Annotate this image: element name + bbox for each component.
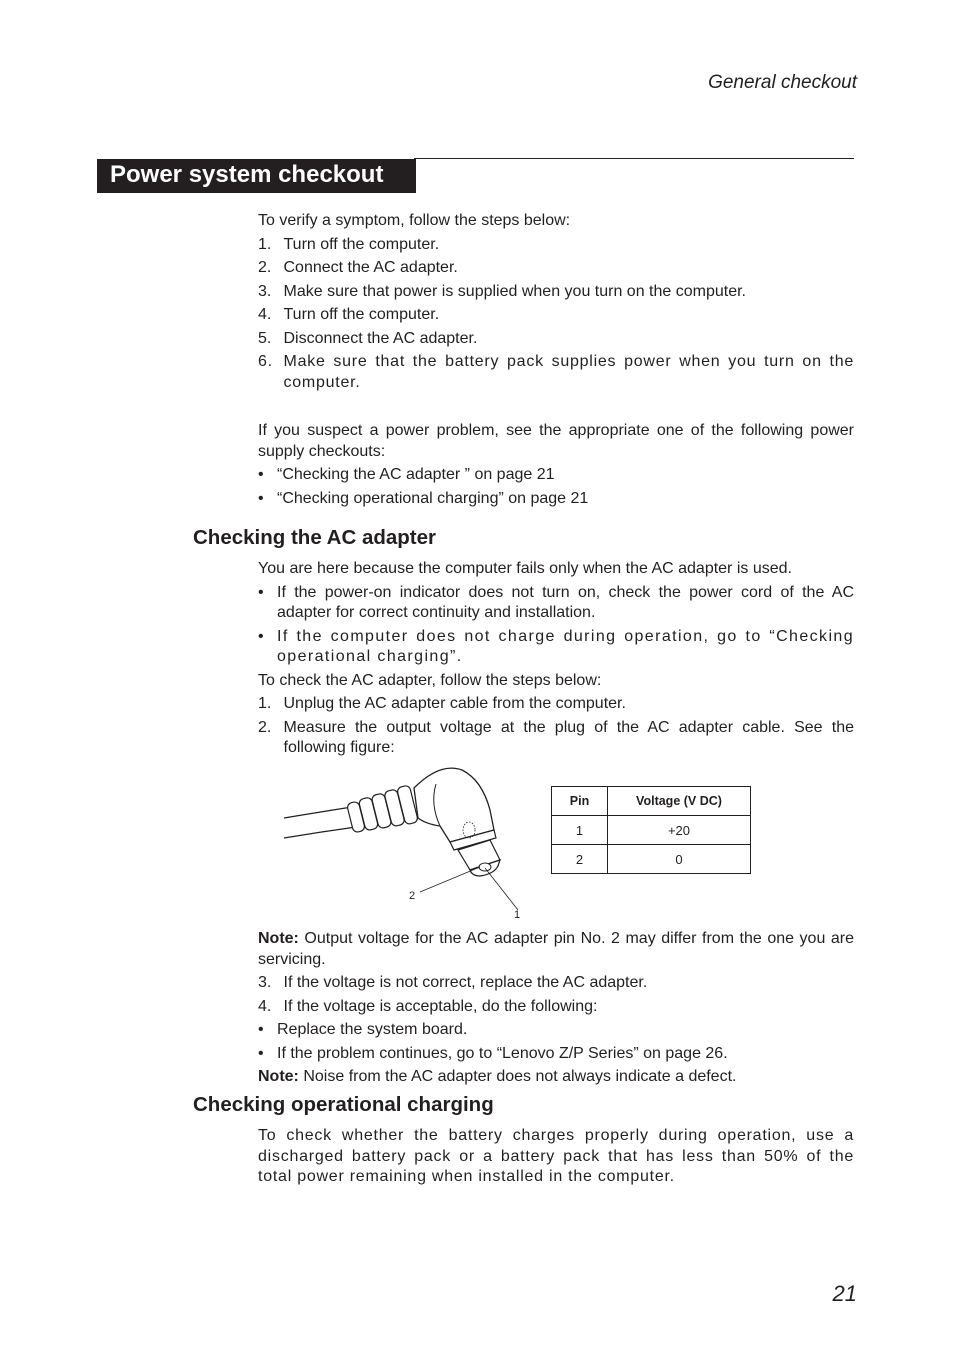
pin1-leader xyxy=(485,868,518,910)
step-number: 3. xyxy=(258,974,272,991)
ac-adapter-heading: Checking the AC adapter xyxy=(193,526,437,549)
ac-bullet xyxy=(258,583,854,624)
table-header-row xyxy=(552,787,751,816)
note-1 xyxy=(258,929,854,970)
step-number: 4. xyxy=(258,997,272,1015)
pin1-label: 1 xyxy=(514,909,521,921)
step-number: 1. xyxy=(258,695,272,712)
step-text: Measure the output voltage at the plug of the AC adapter cable. See the following figure: xyxy=(283,718,854,756)
step-text: Connect the AC adapter. xyxy=(283,259,458,276)
table-header-pin: Pin xyxy=(552,787,608,816)
ac-bullet-text: If the computer does not charge during operation, go to “Checking operational charging”. xyxy=(277,627,854,665)
suspect-block xyxy=(258,421,854,509)
ac-after-block xyxy=(258,929,854,1088)
note-2 xyxy=(258,1067,854,1088)
pin2-leader xyxy=(420,867,480,892)
pin-voltage-table xyxy=(551,786,751,874)
ac-adapter-block xyxy=(258,559,854,759)
table-cell: 2 xyxy=(552,845,608,874)
action-text: Replace the system board. xyxy=(277,1021,468,1038)
bullet: • xyxy=(258,1044,264,1062)
step-text: If the voltage is acceptable, do the following: xyxy=(283,997,598,1015)
intro-step xyxy=(258,282,854,303)
page-number: 21 xyxy=(832,1281,857,1306)
step-text: Make sure that the battery pack supplies power when you turn on the computer. xyxy=(283,353,854,391)
step-number: 2. xyxy=(258,259,272,276)
note-label: Note: xyxy=(258,930,299,947)
section-rule xyxy=(414,158,854,159)
ac-plug-figure xyxy=(280,760,530,930)
table-header-voltage: Voltage (V DC) xyxy=(608,787,751,816)
ac-action-item xyxy=(258,1020,854,1041)
strain-relief xyxy=(347,785,419,833)
step-text: Disconnect the AC adapter. xyxy=(283,329,478,347)
ac-step xyxy=(258,694,854,715)
step-number: 1. xyxy=(258,235,272,253)
charging-block xyxy=(258,1126,854,1188)
section-title: Power system checkout xyxy=(97,159,416,193)
step-number: 2. xyxy=(258,718,272,736)
center-pin xyxy=(479,863,491,871)
table-cell: 1 xyxy=(552,816,608,845)
bullet: • xyxy=(258,489,264,507)
ac-steps-lead: To check the AC adapter, follow the steps below: xyxy=(258,671,602,689)
intro-step xyxy=(258,305,854,326)
intro-step xyxy=(258,235,854,256)
ac-step xyxy=(258,997,854,1018)
pin2-label: 2 xyxy=(409,890,416,902)
bullet: • xyxy=(258,583,264,601)
ac-lead: You are here because the computer fails only when the AC adapter is used. xyxy=(258,560,792,577)
checkout-link-text: “Checking operational charging” on page 21 xyxy=(277,489,589,507)
step-number: 6. xyxy=(258,353,273,370)
ac-step xyxy=(258,718,854,759)
step-number: 5. xyxy=(258,329,272,347)
checkout-link-item xyxy=(258,489,854,510)
action-text: If the problem continues, go to “Lenovo Z/P Series” on page 26. xyxy=(277,1044,728,1062)
table-row xyxy=(552,816,751,845)
intro-step xyxy=(258,352,854,393)
checkout-link-item xyxy=(258,465,854,486)
step-number: 4. xyxy=(258,306,272,323)
ac-bullet xyxy=(258,627,854,668)
plug-housing xyxy=(414,768,494,842)
ac-action-item xyxy=(258,1044,854,1065)
ac-step xyxy=(258,973,854,994)
step-text: Turn off the computer. xyxy=(283,306,440,323)
note-text: Noise from the AC adapter does not always indicate a defect. xyxy=(298,1068,737,1085)
running-header: General checkout xyxy=(708,72,857,93)
table-cell: +20 xyxy=(608,816,751,845)
charging-text: To check whether the battery charges properly during operation, use a discharged battery pack or a battery pack that has less than 50% of the total power remaining when installed in the computer. xyxy=(258,1127,854,1185)
bullet: • xyxy=(258,466,264,483)
note-text: Output voltage for the AC adapter pin No. 2 may differ from the one you are servicing. xyxy=(258,930,854,968)
bullet: • xyxy=(258,1021,264,1038)
step-text: Unplug the AC adapter cable from the computer. xyxy=(283,695,626,712)
table-row xyxy=(552,845,751,874)
charging-heading: Checking operational charging xyxy=(193,1093,494,1116)
checkout-link-text: “Checking the AC adapter ” on page 21 xyxy=(277,466,555,483)
step-text: Make sure that power is supplied when you turn on the computer. xyxy=(283,282,746,300)
step-text: If the voltage is not correct, replace the AC adapter. xyxy=(283,974,648,991)
ac-plug-illustration xyxy=(280,760,530,930)
step-text: Turn off the computer. xyxy=(283,235,440,253)
note-label: Note: xyxy=(258,1068,299,1085)
cable-outline-bottom xyxy=(284,827,356,838)
intro-block xyxy=(258,211,854,393)
intro-lead: To verify a symptom, follow the steps below: xyxy=(258,212,571,229)
step-number: 3. xyxy=(258,282,272,300)
intro-step xyxy=(258,329,854,350)
ac-bullet-text: If the power-on indicator does not turn on, check the power cord of the AC adapter for correct continuity and installation. xyxy=(277,583,854,621)
bullet: • xyxy=(258,627,266,645)
cable-outline-top xyxy=(284,807,352,818)
table-cell: 0 xyxy=(608,845,751,874)
intro-step xyxy=(258,258,854,279)
suspect-text: If you suspect a power problem, see the appropriate one of the following power supply checkouts: xyxy=(258,422,854,460)
